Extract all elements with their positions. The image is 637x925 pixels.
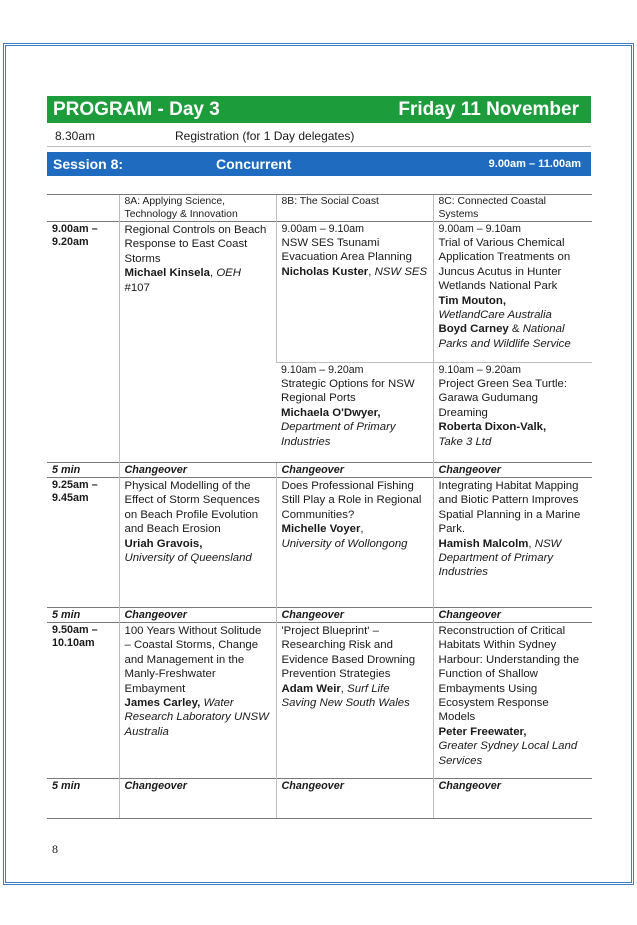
speaker-name: Hamish Malcolm: [438, 537, 529, 550]
changeover-label: Changeover: [433, 608, 592, 623]
table-row: [47, 222, 592, 363]
speaker-affiliation: Surf Life Saving New South Wales: [281, 682, 410, 710]
speaker-name: Boyd Carney: [438, 323, 509, 336]
talk-cell: [276, 363, 433, 463]
speaker-name: James Carley,: [124, 697, 201, 710]
changeover-label: Changeover: [433, 779, 592, 819]
talk-time: 9.00am – 9.10am: [438, 223, 521, 235]
changeover-label: Changeover: [276, 608, 433, 623]
program-date: Friday 11 November: [398, 99, 579, 120]
column-header-8b: 8B: The Social Coast: [276, 195, 433, 222]
speaker-name: Michelle Voyer: [281, 523, 361, 536]
speaker-affiliation: University of Wollongong: [281, 537, 408, 550]
talk-title: NSW SES Tsunami Evacuation Area Planning: [281, 237, 412, 264]
session-banner: [47, 152, 591, 176]
speaker-affiliation: Greater Sydney Local Land Services: [438, 740, 578, 767]
speaker-name: Roberta Dixon-Valk,: [438, 421, 547, 434]
talk-title: Integrating Habitat Mapping and Biotic Pattern Improves Spatial Planning in a Marine Park.: [438, 480, 581, 536]
talk-title: Reconstruction of Critical Habitats Within Sydney Harbour: Understanding the Function of Shallow Embayments Using Ecosystem Response Models: [438, 625, 580, 724]
separator: ,: [209, 267, 217, 280]
speaker-affiliation: Department of Primary Industries: [281, 421, 396, 448]
talk-cell: [433, 478, 592, 608]
changeover-label: Changeover: [276, 463, 433, 478]
changeover-time: 5 min: [47, 608, 119, 623]
talk-title: Trial of Various Chemical Application Treatments on Juncus Acutus in Hunter Wetlands National Park: [438, 237, 571, 293]
talk-cell: [433, 363, 592, 463]
separator: &: [508, 323, 523, 336]
talk-cell: [119, 478, 276, 608]
speaker-name: Michaela O'Dwyer,: [281, 406, 381, 419]
table-header-row: [47, 195, 592, 222]
speaker-affiliation: Take 3 Ltd: [438, 435, 492, 448]
slot-time: 9.25am – 9.45am: [47, 478, 119, 608]
separator: ,: [528, 537, 535, 550]
speaker-name: Adam Weir: [281, 682, 341, 695]
changeover-label: Changeover: [119, 779, 276, 819]
changeover-label: Changeover: [119, 608, 276, 623]
talk-cell: [433, 222, 592, 363]
header-time-cell: [47, 195, 119, 222]
table-row: [47, 623, 592, 779]
speaker-affiliation: OEH: [216, 267, 241, 280]
speaker-affiliation: WetlandCare Australia: [438, 309, 552, 322]
changeover-label: Changeover: [433, 463, 592, 478]
changeover-time: 5 min: [47, 463, 119, 478]
speaker-affiliation: NSW SES: [374, 265, 428, 278]
talk-cell: [276, 478, 433, 608]
talk-cell: [276, 623, 433, 779]
talk-title: Regional Controls on Beach Response to East Coast Storms: [124, 224, 267, 265]
talk-title: Strategic Options for NSW Regional Ports: [281, 378, 415, 405]
talk-cell: [433, 623, 592, 779]
program-day-banner: [47, 96, 591, 123]
changeover-label: Changeover: [276, 779, 433, 819]
slot-time: 9.50am – 10.10am: [47, 623, 119, 779]
talk-time: 9.00am – 9.10am: [281, 223, 364, 235]
talk-cell: [119, 222, 276, 463]
slot-time: 9.00am – 9.20am: [47, 222, 119, 463]
talk-cell: [276, 222, 433, 363]
talk-cell: [119, 623, 276, 779]
speaker-name: Uriah Gravois,: [124, 537, 203, 550]
separator: ,: [360, 523, 364, 536]
program-table: [47, 194, 592, 819]
registration-text: Registration (for 1 Day delegates): [175, 129, 355, 143]
changeover-row: [47, 608, 592, 623]
talk-title: 100 Years Without Solitude – Coastal Storms, Change and Management in the Manly-Freshwater Embayment: [124, 625, 262, 695]
speaker-affiliation: Water Research Laboratory UNSW Australia: [124, 697, 269, 738]
speaker-affiliation: University of Queensland: [124, 552, 252, 565]
session-hours: 9.00am – 11.00am: [488, 158, 581, 170]
page-number: 8: [52, 842, 58, 856]
separator: ,: [340, 682, 348, 695]
registration-time: 8.30am: [55, 129, 96, 143]
registration-row: [47, 125, 591, 147]
talk-time: 9.10am – 9.20am: [438, 364, 521, 376]
talk-time: 9.10am – 9.20am: [281, 364, 364, 376]
talk-extra: #107: [124, 281, 150, 294]
session-name: Session 8:: [53, 156, 124, 172]
column-header-8a: 8A: Applying Science, Technology & Innovation: [119, 195, 276, 222]
speaker-affiliation: National Parks and Wildlife Service: [438, 323, 571, 350]
speaker-affiliation: NSW Department of Primary Industries: [438, 537, 562, 579]
separator: ,: [368, 265, 375, 278]
changeover-time: 5 min: [47, 779, 119, 819]
speaker-name: Michael Kinsela: [124, 267, 210, 280]
session-type: Concurrent: [216, 156, 292, 172]
talk-title: Physical Modelling of the Effect of Storm Sequences on Beach Profile Evolution and Beach Erosion: [124, 480, 260, 536]
talk-title: 'Project Blueprint' – Researching Risk and Evidence Based Drowning Prevention Strategies: [281, 625, 416, 681]
table-row: [47, 478, 592, 608]
speaker-name: Tim Mouton,: [438, 294, 506, 307]
speaker-name: Nicholas Kuster: [281, 265, 369, 278]
changeover-label: Changeover: [119, 463, 276, 478]
talk-title: Does Professional Fishing Still Play a Role in Regional Communities?: [281, 480, 422, 521]
changeover-row: [47, 779, 592, 819]
speaker-name: Peter Freewater,: [438, 725, 527, 738]
program-title: PROGRAM - Day 3: [53, 99, 220, 120]
column-header-8c: 8C: Connected Coastal Systems: [433, 195, 592, 222]
changeover-row: [47, 463, 592, 478]
talk-title: Project Green Sea Turtle: Garawa Gudumang Dreaming: [438, 378, 568, 419]
